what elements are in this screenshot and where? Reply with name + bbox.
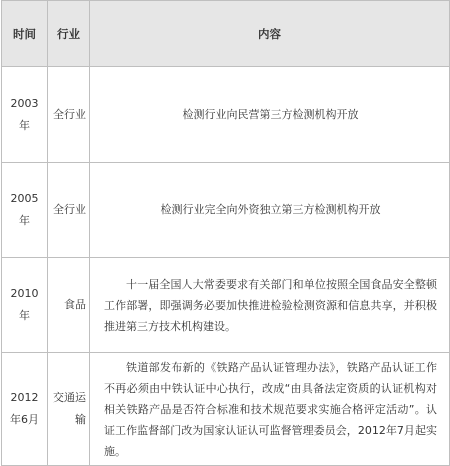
table-row [2,163,450,258]
header-industry: 行业 [48,1,90,67]
row-content: 铁道部发布新的《铁路产品认证管理办法》，铁路产品认证工作不再必须由中铁认证中心执行，改成“由具备法定资质的认证机构对相关铁路产品是否符合标准和技术规范要求实施合格评定活动”。认证工作监督部门改为国家认证认可监督管理委员会，2012年7月起实施。 [104,360,437,458]
row-content: 十一届全国人大常委要求有关部门和单位按照全国食品安全整顿工作部署，即强调务必要加快推进检验检测资源和信息共享，并积极推进第三方技术机构建设。 [104,277,437,333]
row-industry: 食品 [48,258,90,353]
table-header-row [2,1,450,67]
row-content-cell [90,353,450,466]
table-row [2,67,450,163]
row-time: 2010年 [2,258,48,353]
row-content: 检测行业完全向外资独立第三方检测机构开放 [90,163,450,258]
row-time: 2012年6月 [2,353,48,466]
row-time: 2003年 [2,67,48,163]
row-industry: 全行业 [48,67,90,163]
row-industry: 交通运输 [48,353,90,466]
policy-timeline-table [1,0,450,466]
table-row [2,258,450,353]
row-content: 检测行业向民营第三方检测机构开放 [90,67,450,163]
header-time: 时间 [2,1,48,67]
table-row [2,353,450,466]
row-content-cell [90,258,450,353]
header-content: 内容 [90,1,450,67]
row-industry: 全行业 [48,163,90,258]
row-time: 2005年 [2,163,48,258]
